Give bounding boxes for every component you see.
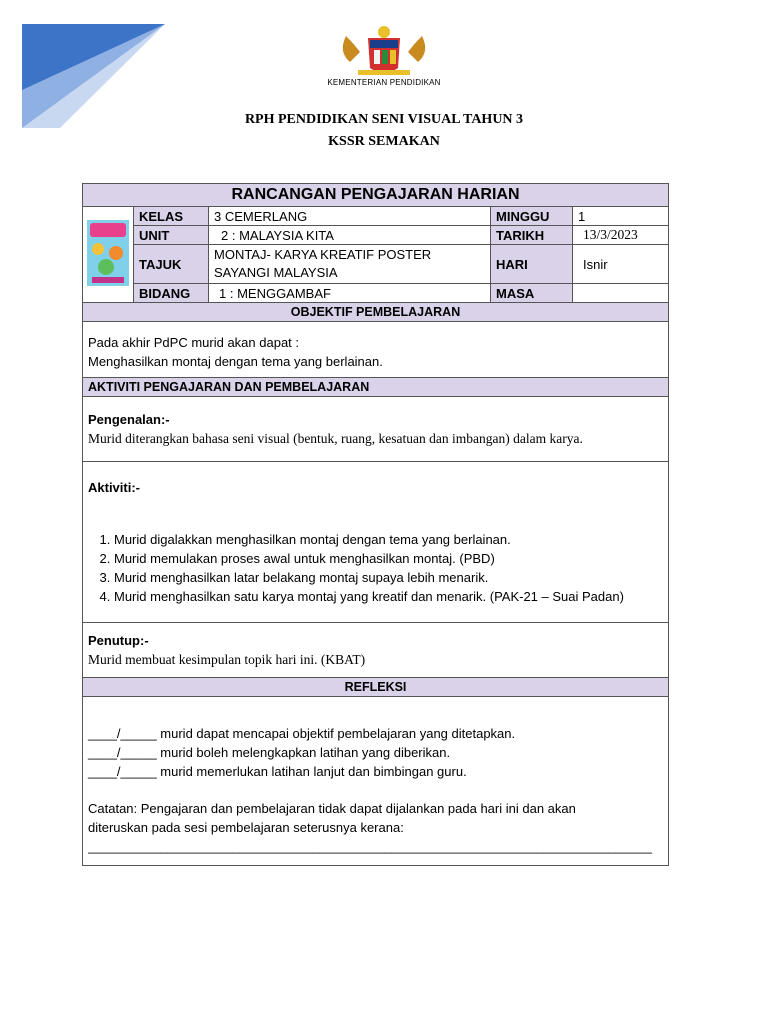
kelas-value: 3 CEMERLANG — [209, 207, 491, 226]
bidang-value: 1 : MENGGAMBAF — [209, 284, 491, 303]
catatan-line1: Catatan: Pengajaran dan pembelajaran tidak dapat dijalankan pada hari ini dan akan — [88, 801, 576, 816]
pengenalan-text: Murid diterangkan bahasa seni visual (bentuk, ruang, kesatuan dan imbangan) dalam karya. — [88, 431, 583, 446]
ministry-name: KEMENTERIAN PENDIDIKAN — [327, 78, 441, 87]
book-icon — [86, 219, 130, 287]
masa-value — [573, 284, 669, 303]
penutup-text: Murid membuat kesimpulan topik hari ini. (KBAT) — [88, 652, 366, 667]
aktiviti-section — [83, 462, 669, 623]
refleksi-line3: ____/_____ murid memerlukan latihan lanjut dan bimbingan guru. — [88, 764, 467, 779]
minggu-label: MINGGU — [491, 207, 573, 226]
pengenalan-section — [83, 397, 669, 462]
hari-value: Isnir — [573, 245, 669, 284]
objektif-heading: OBJEKTIF PEMBELAJARAN — [83, 303, 669, 322]
hari-label: HARI — [491, 245, 573, 284]
catatan-line2: diteruskan pada sesi pembelajaran seterusnya kerana: — [88, 820, 404, 835]
book-cover-cell — [83, 207, 134, 303]
kelas-label: KELAS — [134, 207, 209, 226]
aktiviti-heading: AKTIVITI PENGAJARAN DAN PEMBELAJARAN — [83, 378, 669, 397]
document-title: RPH PENDIDIKAN SENI VISUAL TAHUN 3 — [244, 112, 524, 127]
masa-label: MASA — [491, 284, 573, 303]
list-item: 1. Murid digalakkan menghasilkan montaj dengan tema yang berlainan. — [114, 530, 663, 549]
corner-decoration — [0, 0, 170, 130]
refleksi-heading: REFLEKSI — [83, 678, 669, 697]
tajuk-value-line1: MONTAJ- KARYA KREATIF POSTER — [214, 247, 432, 262]
document-subtitle: KSSR SEMAKAN — [328, 134, 440, 149]
tajuk-value — [209, 245, 491, 284]
refleksi-body — [83, 697, 669, 866]
minggu-value: 1 — [573, 207, 669, 226]
tajuk-value-line2: SAYANGI MALAYSIA — [214, 265, 338, 280]
objektif-body — [83, 322, 669, 378]
objektif-line1: Pada akhir PdPC murid akan dapat : — [88, 335, 300, 350]
tarikh-value: 13/3/2023 — [573, 226, 669, 245]
lesson-plan-table — [82, 183, 669, 866]
list-item: 2. Murid memulakan proses awal untuk menghasilkan montaj. (PBD) — [114, 549, 663, 568]
list-item: 3. Murid menghasilkan latar belakang montaj supaya lebih menarik. — [114, 568, 663, 587]
plan-heading: RANCANGAN PENGAJARAN HARIAN — [83, 184, 669, 207]
refleksi-line1: ____/_____ murid dapat mencapai objektif pembelajaran yang ditetapkan. — [88, 726, 516, 741]
tajuk-label: TAJUK — [134, 245, 209, 284]
objektif-line2: Menghasilkan montaj dengan tema yang berlainan. — [88, 354, 383, 369]
catatan-line3: ______________________________________________________________________________ — [88, 839, 652, 854]
aktiviti-list — [88, 530, 663, 606]
aktiviti-label: Aktiviti:- — [88, 480, 140, 495]
unit-label: UNIT — [134, 226, 209, 245]
tarikh-label: TARIKH — [491, 226, 573, 245]
bidang-label: BIDANG — [134, 284, 209, 303]
pengenalan-label: Pengenalan:- — [88, 412, 170, 427]
refleksi-line2: ____/_____ murid boleh melengkapkan latihan yang diberikan. — [88, 745, 451, 760]
penutup-label: Penutup:- — [88, 633, 149, 648]
penutup-section — [83, 623, 669, 678]
unit-value: 2 : MALAYSIA KITA — [209, 226, 491, 245]
list-item: 4. Murid menghasilkan satu karya montaj yang kreatif dan menarik. (PAK-21 – Suai Padan) — [114, 587, 663, 606]
